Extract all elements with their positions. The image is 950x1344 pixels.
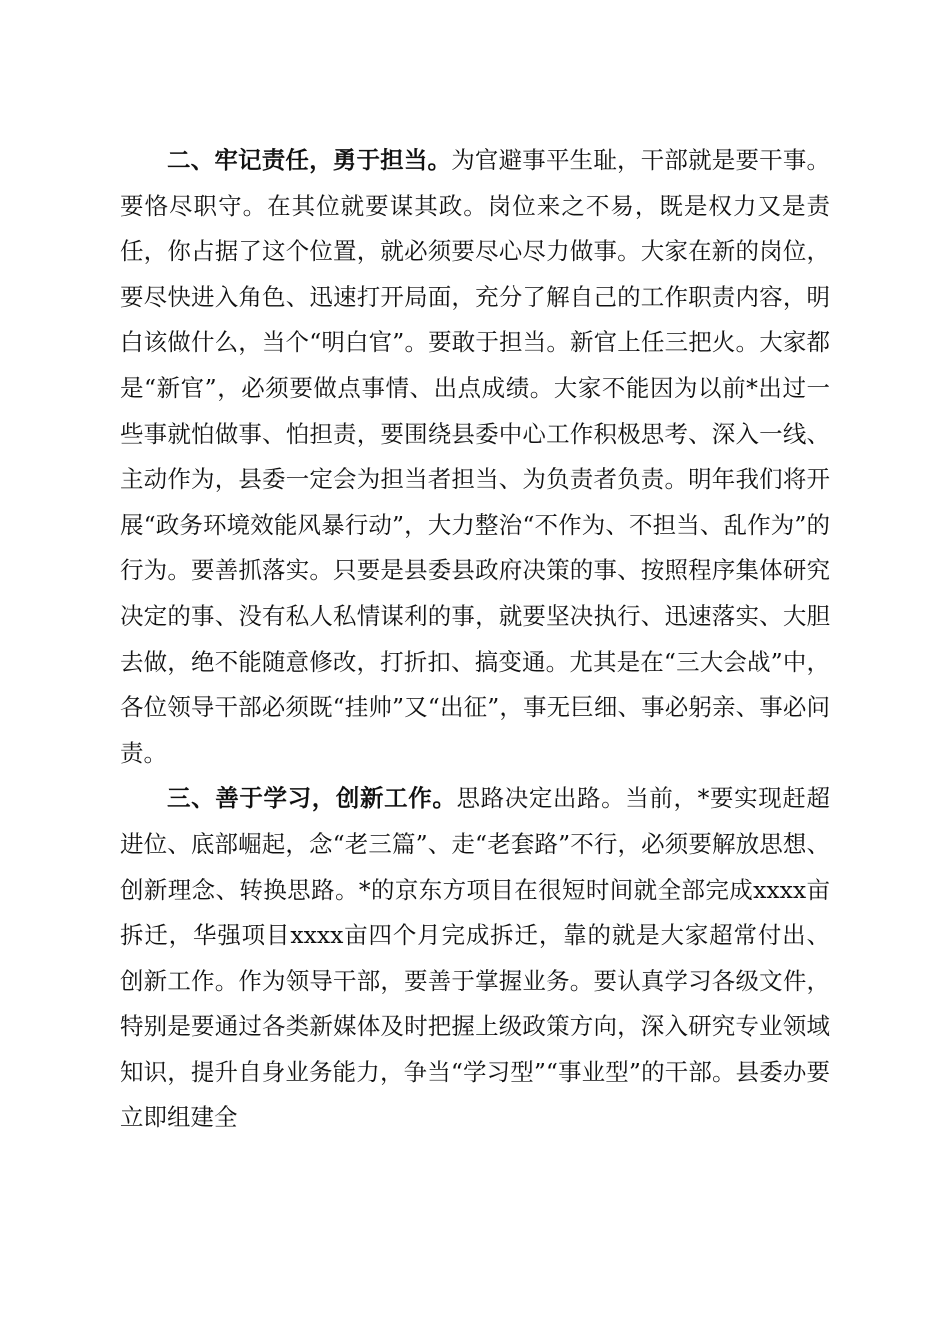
- section-heading-3: 三、善于学习，创新工作。: [167, 784, 457, 813]
- section-heading-2: 二、牢记责任，勇于担当。: [167, 146, 452, 174]
- paragraph-section-3: [120, 776, 830, 1141]
- paragraph-section-2: [120, 138, 830, 776]
- paragraph-text-2: 为官避事平生耻，干部就是要干事。要恪尽职守。在其位就要谋其政。岗位来之不易，既是权力又是责任，你占据了这个位置，就必须要尽心尽力做事。大家在新的岗位，要尽快进入角色、迅速打开局面，充分了解自己的工作职责内容，明白该做什么，当个“明白官”。要敢于担当。新官上任三把火。大家都是“新官”，必须要做点事情、出点成绩。大家不能因为以前*出过一些事就怕做事、怕担责，要围绕县委中心工作积极思考、深入一线、主动作为，县委一定会为担当者担当、为负责者负责。明年我们将开展“政务环境效能风暴行动”，大力整治“不作为、不担当、乱作为”的行为。要善抓落实。只要是县委县政府决策的事、按照程序集体研究决定的事、没有私人私情谋利的事，就要坚决执行、迅速落实、大胆去做，绝不能随意修改，打折扣、搞变通。尤其是在“三大会战”中，各位领导干部必须既“挂帅”又“出征”，事无巨细、事必躬亲、事必问责。: [120, 146, 831, 767]
- document-body: [120, 138, 830, 1141]
- paragraph-text-3: 思路决定出路。当前，*要实现赶超进位、底部崛起，念“老三篇”、走“老套路”不行，必须要解放思想、创新理念、转换思路。*的京东方项目在很短时间就全部完成xxxx亩拆迁，华强项目xxxx亩四个月完成拆迁，靠的就是大家超常付出、创新工作。作为领导干部，要善于掌握业务。要认真学习各级文件，特别是要通过各类新媒体及时把握上级政策方向，深入研究专业领域知识，提升自身业务能力，争当“学习型”“事业型”的干部。县委办要立即组建全: [120, 784, 831, 1132]
